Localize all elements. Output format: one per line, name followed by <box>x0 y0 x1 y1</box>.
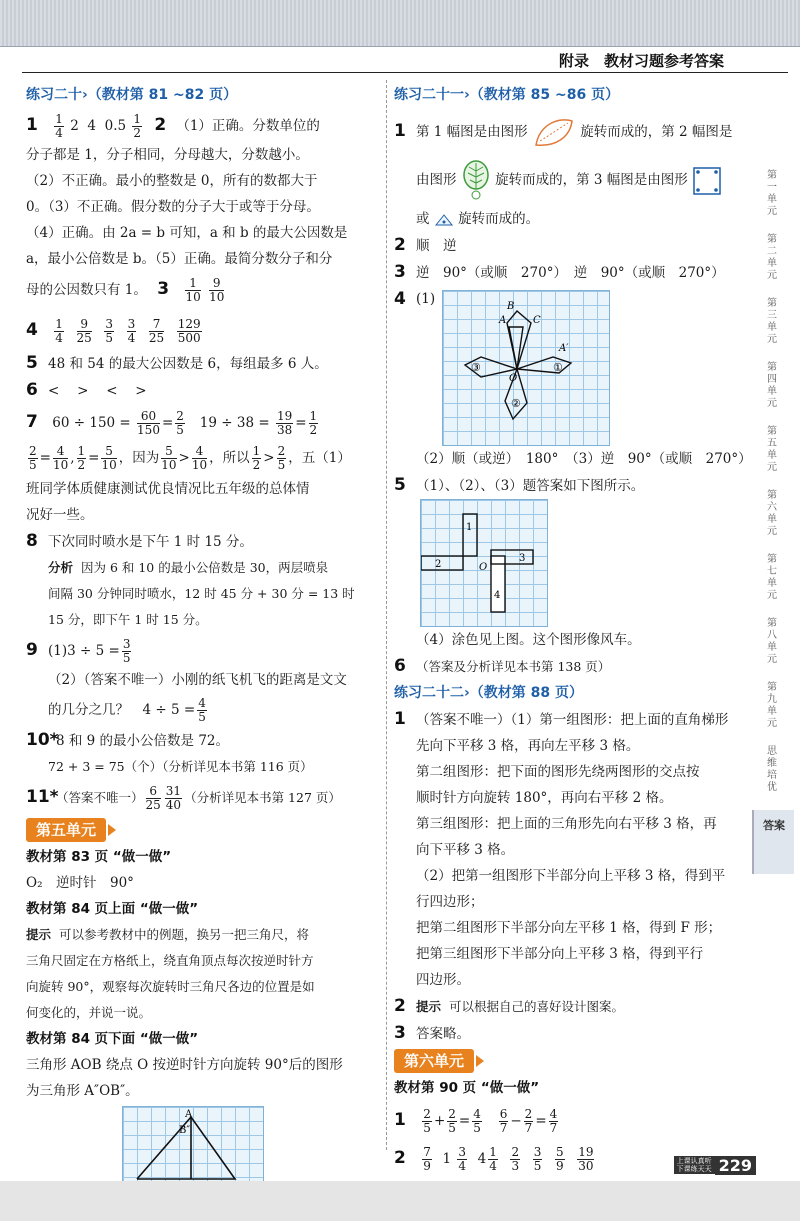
label-B2: B″ <box>179 1125 191 1136</box>
q-number: 1 <box>394 709 406 729</box>
q-number: 3 <box>394 262 406 282</box>
q6-line <box>26 377 376 404</box>
label-2: 2 <box>435 559 442 570</box>
slogan-line-2: 下课练天天 <box>676 1165 712 1173</box>
p90-title: 教材第 90 页 “做一做” <box>394 1080 540 1096</box>
tip-label: 提示 <box>26 927 52 942</box>
text: 60 ÷ 150 = <box>52 415 131 431</box>
text: 况好一些。 <box>26 507 94 523</box>
q-number: 1 <box>394 121 406 141</box>
column-divider <box>386 80 387 1150</box>
q5-line <box>26 350 376 377</box>
label-C: C <box>533 315 541 326</box>
text: （4）涂色见上图。这个图形像风车。 <box>416 632 641 648</box>
text: （分析详见本书第 127 页） <box>184 790 341 805</box>
r-q4-line <box>394 286 739 446</box>
text: 把第三组图形下半部分向上平移 3 格，得到平行 <box>416 946 704 962</box>
label-A: A <box>499 315 507 326</box>
fraction: $\frac{1}{4}$ <box>55 112 63 140</box>
petal-icon <box>532 115 576 151</box>
r-q3-line <box>394 259 739 286</box>
value: 1 <box>442 1151 452 1167</box>
value: 0.5 <box>104 118 127 134</box>
q1-line <box>26 108 376 142</box>
text: （2）把第一组图形下半部分向上平移 3 格，得到平 <box>416 868 726 884</box>
value: 4 <box>87 118 97 134</box>
tab-unit-7[interactable]: 第七单元 <box>767 554 777 601</box>
fraction: $\frac{1}{2}$ <box>133 112 142 140</box>
text: ，因为 <box>118 450 160 466</box>
text: 三角形 AOB 绕点 O 按逆时针方向旋转 90°后的图形 <box>26 1057 343 1073</box>
text: 第三组图形：把上面的三角形先向右平移 3 格，再 <box>416 816 717 832</box>
text: 顺 逆 <box>416 238 457 254</box>
bottom-bar <box>0 1181 800 1221</box>
triangle-grid-figure <box>122 1106 264 1192</box>
text: 下次同时喷水是下午 1 时 15 分。 <box>48 534 253 550</box>
text: 向旋转 90°，观察每次旋转时三角尺各边的位置是如 <box>26 979 315 994</box>
exercise-20-title: 练习二十›（教材第 81 ~82 页） <box>26 87 238 103</box>
text: （答案不唯一）（1）第一组图形：把上面的直角梯形 <box>416 712 729 728</box>
e22-q1-line <box>394 706 739 733</box>
tab-unit-1[interactable]: 第一单元 <box>767 170 777 217</box>
r-q1-line <box>394 108 739 154</box>
q11-line: 11*（答案不唯一） $\frac{6}{25}$ $\frac{31}{40}$ （分析详见本书第 127 页） <box>26 780 376 814</box>
text: 顺时针方向旋转 180°，再向右平移 2 格。 <box>416 790 673 806</box>
text: a，最小公倍数是 b。（5）正确。最简分数分子和分 <box>26 251 333 267</box>
text: 72 + 3 = 75（个）（分析详见本书第 116 页） <box>48 759 313 774</box>
text: 0。（3）不正确。假分数的分子大于或等于分母。 <box>26 199 320 215</box>
e22-q2-line <box>394 993 739 1020</box>
text: 由图形 <box>416 172 457 188</box>
right-column <box>394 82 752 1177</box>
q4-line: 4 $\frac{1}{4}$ $\frac{9}{25}$ $\frac{3}{5}$ $\frac{3}{4}$ $\frac{7}{25}$ $\frac{129}{500}$ <box>26 310 376 350</box>
triangle-icon <box>434 213 454 227</box>
r-q1-line2 <box>394 154 739 206</box>
q-number: 3 <box>394 1023 406 1043</box>
text: 分子都是 1，分子相同，分母越大，分数越小。 <box>26 147 309 163</box>
value: 2 <box>70 118 79 134</box>
q8-line <box>26 528 376 555</box>
flower-figure <box>443 291 609 445</box>
text: 把第二组图形下半部分向左平移 1 格，得到 F 形； <box>416 920 722 936</box>
pinwheel-grid-figure <box>420 499 548 627</box>
text: 可以根据自己的喜好设计图案。 <box>448 999 624 1014</box>
q-number: 5 <box>26 353 38 373</box>
text: 第二组图形：把下面的图形先绕两图形的交点按 <box>416 764 700 780</box>
label-1: ① <box>553 361 563 374</box>
text: 行四边形； <box>416 894 484 910</box>
text: 四边形。 <box>416 972 470 988</box>
e22-q3-line <box>394 1020 739 1047</box>
q-number: 9 <box>26 640 38 660</box>
text: 旋转而成的，第 3 幅图是由图形 <box>495 172 688 188</box>
r-q6-line <box>394 653 739 680</box>
leaf-icon <box>461 159 491 203</box>
q7-line: 7 60 ÷ 150 = $\frac{60}{150}$ = $\frac{2}{5}$ 19 ÷ 38 = $\frac{19}{38}$ = $\frac{1}{2}$ <box>26 404 376 440</box>
label-A-prime: A′ <box>559 343 569 354</box>
unit-5-banner: 第五单元 <box>26 818 106 842</box>
text: < > < > <box>48 383 147 399</box>
label-4: 4 <box>494 590 501 601</box>
unit6-banner-row <box>394 1049 739 1075</box>
text: 为三角形 A″OB″。 <box>26 1083 139 1099</box>
text: (1)3 ÷ 5 = <box>48 643 120 659</box>
label-1: 1 <box>466 522 473 533</box>
q8-analysis <box>26 555 376 581</box>
text: 第 1 幅图是由图形 <box>416 124 528 140</box>
q-number: 6 <box>26 380 38 400</box>
q-number: 2 <box>154 115 167 135</box>
text: 间隔 30 分钟同时喷水，12 时 45 分 + 30 分 = 13 时 <box>48 586 355 601</box>
q-number: 2 <box>394 996 406 1016</box>
tab-unit-8[interactable]: 第八单元 <box>767 618 777 665</box>
tip-label: 提示 <box>416 999 442 1014</box>
text: 逆 90°（或顺 270°） 逆 90°（或顺 270°） <box>416 265 725 281</box>
value: 4 <box>477 1151 487 1167</box>
text: 的几分之几？ 4 ÷ 5 = <box>48 702 196 718</box>
analysis-label: 分析 <box>48 560 74 575</box>
pinwheel-figure <box>421 500 547 626</box>
text: 48 和 54 的最大公因数是 6，每组最多 6 人。 <box>48 356 328 372</box>
p90-q1-line: 1 $\frac{2}{5}$ + $\frac{2}{5}$ = $\frac{4}{5}$ $\frac{6}{7}$ − $\frac{2}{7}$ = $\frac{4}{7}$ <box>394 1101 739 1139</box>
text: （2）（答案不唯一）小刚的纸飞机飞的距离是文文 <box>48 672 347 688</box>
left-column <box>26 82 376 1192</box>
r-q1-line3 <box>394 206 739 232</box>
p84b-title: 教材第 84 页下面 “做一做” <box>26 1031 199 1047</box>
tab-unit-9[interactable]: 第九单元 <box>767 682 777 729</box>
q-number: 10* <box>26 730 59 750</box>
p84a-title: 教材第 84 页上面 “做一做” <box>26 901 199 917</box>
text: （答案不唯一） <box>56 790 144 805</box>
q-number: 3 <box>157 279 170 299</box>
unit-side-tabs <box>752 170 792 874</box>
r-q2-line <box>394 232 739 259</box>
q-number: 11* <box>26 787 59 807</box>
text: 19 ÷ 38 = <box>199 415 270 431</box>
header-rule <box>22 72 788 73</box>
page-number: 229 <box>715 1156 756 1175</box>
text: (1) <box>416 291 436 307</box>
label-3: 3 <box>519 553 526 564</box>
text: 班同学体质健康测试优良情况比五年级的总体情 <box>26 481 310 497</box>
q-number: 4 <box>394 289 406 309</box>
page-number-box <box>674 1156 756 1175</box>
page-header-title: 附录 教材习题参考答案 <box>558 52 724 70</box>
q-number: 4 <box>26 320 38 340</box>
tab-answers[interactable]: 答案 <box>752 810 794 874</box>
triangle-figure <box>123 1107 263 1191</box>
tab-unit-3[interactable]: 第三单元 <box>767 298 777 345</box>
text: （4）正确。由 2a = b 可知，a 和 b 的最大公因数是 <box>26 225 348 241</box>
text: ，所以 <box>209 450 250 466</box>
q9-line: 9 (1)3 ÷ 5 = $\frac{3}{5}$ <box>26 633 376 667</box>
text: 可以参考教材中的例题，换另一把三角尺，将 <box>58 927 309 942</box>
text: 何变化的，并说一说。 <box>26 1005 152 1020</box>
text: 向下平移 3 格。 <box>416 842 515 858</box>
tab-unit-5[interactable]: 第五单元 <box>767 426 777 473</box>
p90-q2-line: 2 $\frac{7}{9}$ 1 $\frac{3}{4}$ 4 $\frac{1}{4}$ $\frac{2}{3}$ $\frac{3}{5}$ $\frac{5}{9}$ $\frac{19}{30}$ <box>394 1139 739 1177</box>
q-number: 1 <box>26 115 38 135</box>
text: 8 和 9 的最小公倍数是 72。 <box>56 733 230 749</box>
text: 三角尺固定在方格纸上，绕直角顶点每次按逆时针方 <box>26 953 314 968</box>
q-number: 2 <box>394 235 406 255</box>
q-number: 7 <box>26 412 38 432</box>
text: （2）不正确。最小的整数是 0，所有的数都大于 <box>26 173 318 189</box>
label-3: ③ <box>471 361 481 374</box>
text: ，五（1） <box>288 450 351 466</box>
q-number: 2 <box>394 1148 406 1168</box>
text: （1）正确。分数单位的 <box>176 118 320 134</box>
text: （2）顺（或逆） 180° （3）逆 90°（或顺 270°） <box>416 451 752 467</box>
tab-unit-6[interactable]: 第六单元 <box>767 490 777 537</box>
q9-line3: 的几分之几？ 4 ÷ 5 = $\frac{4}{5}$ <box>48 696 206 724</box>
fraction: $\frac{1}{10}$ <box>185 276 201 304</box>
q-number: 6 <box>394 656 406 676</box>
tab-thinking[interactable]: 思维培优 <box>767 746 777 793</box>
q-number: 1 <box>394 1110 406 1130</box>
unit-6-banner: 第六单元 <box>394 1049 474 1073</box>
flower-grid-figure <box>442 290 610 446</box>
square-icon <box>692 166 722 196</box>
tab-unit-2[interactable]: 第二单元 <box>767 234 777 281</box>
q7-line2: $\frac{2}{5}$ = $\frac{4}{10}$ , $\frac{1}{2}$ = $\frac{5}{10}$ ，因为 $\frac{5}{10}$ > $\frac{4}{10}$ ，所以 $\frac{1}{2}$ > $\frac{2}{5}$ ，五（1） <box>29 444 351 472</box>
text: O₂ 逆时针 90° <box>26 875 134 891</box>
q-number: 8 <box>26 531 38 551</box>
q-number: 5 <box>394 475 406 495</box>
unit5-banner-row <box>26 818 376 844</box>
text: 母的公因数只有 1。 <box>26 282 147 298</box>
text: 因为 6 和 10 的最小公倍数是 30，两层喷泉 <box>80 560 329 575</box>
label-2: ② <box>511 397 521 410</box>
text: 先向下平移 3 格，再向左平移 3 格。 <box>416 738 640 754</box>
text: （答案及分析详见本书第 138 页） <box>416 659 611 674</box>
text: 答案略。 <box>416 1026 470 1042</box>
label-O: O <box>479 562 488 573</box>
text: （1）、（2）、（3）题答案如下图所示。 <box>416 478 645 494</box>
text: 15 分，即下午 1 时 15 分。 <box>48 612 208 627</box>
text: 旋转而成的。 <box>458 211 540 227</box>
q10-line <box>26 727 376 754</box>
q3-line <box>26 272 376 306</box>
label-A: A <box>185 1109 193 1120</box>
tab-unit-4[interactable]: 第四单元 <box>767 362 777 409</box>
slogan <box>674 1156 715 1174</box>
text: 旋转而成的，第 2 幅图是 <box>580 124 733 140</box>
fraction: $\frac{9}{10}$ <box>209 276 225 304</box>
exercise-21-title: 练习二十一›（教材第 85 ~86 页） <box>394 87 620 103</box>
tip-line <box>26 922 376 948</box>
text: 或 <box>416 211 430 227</box>
r-q5-line <box>394 472 739 499</box>
label-B: B <box>507 301 515 312</box>
top-decorative-bar <box>0 0 800 47</box>
p83-title: 教材第 83 页 “做一做” <box>26 849 172 865</box>
label-O: O <box>509 373 518 384</box>
slogan-line-1: 上课认真听 <box>676 1157 712 1165</box>
exercise-22-title: 练习二十二›（教材第 88 页） <box>394 685 583 701</box>
